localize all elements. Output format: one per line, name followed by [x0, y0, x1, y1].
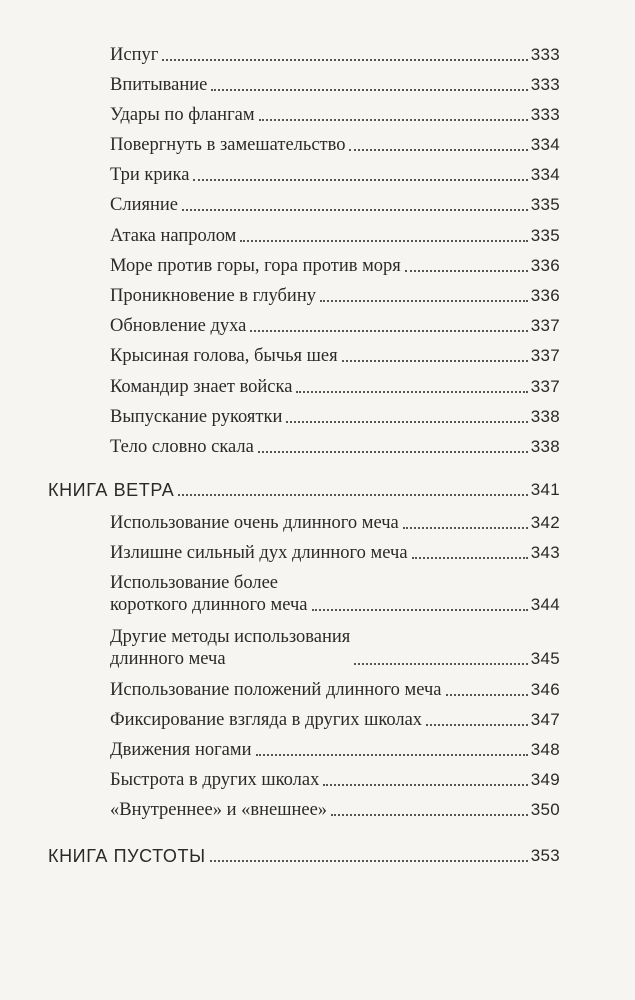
entry-title: Использование очень длинного меча	[110, 513, 399, 533]
entry-title: Обновление духа	[110, 316, 247, 336]
dot-leader	[342, 360, 528, 362]
entry-title: Слияние	[110, 195, 178, 215]
toc-entry	[110, 512, 560, 534]
dot-leader	[286, 421, 527, 423]
dot-leader	[312, 609, 528, 611]
dot-leader	[323, 784, 527, 786]
entry-page-number: 345	[530, 649, 560, 668]
toc-entry	[110, 739, 560, 761]
entry-title: Командир знает войска	[110, 377, 293, 397]
entry-title: Фиксирование взгляда в других школах	[110, 710, 423, 730]
entry-title: Быстрота в других школах	[110, 770, 320, 790]
dot-leader	[258, 451, 528, 453]
toc-entry	[110, 44, 560, 66]
toc-entry	[110, 285, 560, 307]
toc-entry	[110, 134, 560, 156]
dot-leader	[210, 860, 528, 862]
toc-entry	[110, 225, 560, 247]
dot-leader	[349, 149, 527, 151]
toc-entry	[110, 164, 560, 186]
toc-entry	[110, 709, 560, 731]
toc-section-heading	[48, 845, 560, 867]
toc-entry	[110, 436, 560, 458]
dot-leader	[412, 557, 528, 559]
entry-page-number: 334	[530, 165, 560, 184]
entry-page-number: 338	[530, 437, 560, 456]
toc-entry	[110, 626, 560, 670]
toc-entry	[110, 104, 560, 126]
entry-page-number: 343	[530, 543, 560, 562]
dot-leader	[296, 391, 527, 393]
entry-page-number: 338	[530, 407, 560, 426]
toc-entry	[110, 679, 560, 701]
entry-page-number: 342	[530, 513, 560, 532]
entry-page-number: 349	[530, 770, 560, 789]
toc-entry	[110, 194, 560, 216]
dot-leader	[178, 494, 527, 496]
toc-entry	[110, 74, 560, 96]
entry-title: Испуг	[110, 45, 159, 65]
entry-title: Впитывание	[110, 75, 208, 95]
entry-title: Выпускание рукоятки	[110, 407, 283, 427]
dot-leader	[426, 724, 528, 726]
entry-page-number: 341	[530, 480, 560, 499]
dot-leader	[250, 330, 527, 332]
dot-leader	[193, 179, 527, 181]
toc-entry	[110, 542, 560, 564]
dot-leader	[211, 89, 527, 91]
entry-title: Удары по флангам	[110, 105, 255, 125]
entry-title: Три крика	[110, 165, 190, 185]
toc-entry	[110, 255, 560, 277]
entry-page-number: 337	[530, 316, 560, 335]
entry-title: Излишне сильный дух длинного меча	[110, 543, 408, 563]
dot-leader	[354, 663, 527, 665]
entry-page-number: 347	[530, 710, 560, 729]
entry-title: Тело словно скала	[110, 437, 254, 457]
entry-title: Использование более короткого длинного меча	[110, 573, 308, 615]
dot-leader	[331, 814, 528, 816]
dot-leader	[182, 209, 528, 211]
toc-entry	[110, 376, 560, 398]
entry-title: Другие методы использования длинного меча	[110, 627, 351, 669]
entry-page-number: 337	[530, 346, 560, 365]
toc-section-heading	[48, 479, 560, 501]
entry-page-number: 350	[530, 800, 560, 819]
entry-title: Атака напролом	[110, 226, 237, 246]
dot-leader	[403, 527, 528, 529]
entry-page-number: 337	[530, 377, 560, 396]
toc-entry	[110, 799, 560, 821]
dot-leader	[259, 119, 528, 121]
entry-page-number: 334	[530, 135, 560, 154]
entry-page-number: 333	[530, 45, 560, 64]
dot-leader	[405, 270, 528, 272]
section-title: КНИГА ПУСТОТЫ	[48, 846, 206, 866]
dot-leader	[446, 694, 528, 696]
entry-title: «Внутреннее» и «внешнее»	[110, 800, 328, 820]
toc-entry	[110, 345, 560, 367]
entry-page-number: 333	[530, 75, 560, 94]
toc-entry	[110, 572, 560, 616]
toc-entry	[110, 406, 560, 428]
dot-leader	[256, 754, 528, 756]
entry-page-number: 336	[530, 286, 560, 305]
toc-entry	[110, 315, 560, 337]
entry-page-number: 335	[530, 226, 560, 245]
entry-title: Море против горы, гора против моря	[110, 256, 401, 276]
entry-title: Крысиная голова, бычья шея	[110, 346, 338, 366]
toc-entry	[110, 769, 560, 791]
entry-page-number: 346	[530, 680, 560, 699]
entry-page-number: 336	[530, 256, 560, 275]
dot-leader	[162, 59, 527, 61]
entry-page-number: 344	[530, 595, 560, 614]
dot-leader	[240, 240, 527, 242]
entry-page-number: 348	[530, 740, 560, 759]
entry-page-number: 335	[530, 195, 560, 214]
entry-page-number: 353	[530, 846, 560, 865]
entry-title: Проникновение в глубину	[110, 286, 316, 306]
entry-title: Движения ногами	[110, 740, 252, 760]
section-title: КНИГА ВЕТРА	[48, 480, 175, 500]
entry-page-number: 333	[530, 105, 560, 124]
entry-title: Повергнуть в замешательство	[110, 135, 346, 155]
dot-leader	[320, 300, 528, 302]
entry-title: Использование положений длинного меча	[110, 680, 442, 700]
